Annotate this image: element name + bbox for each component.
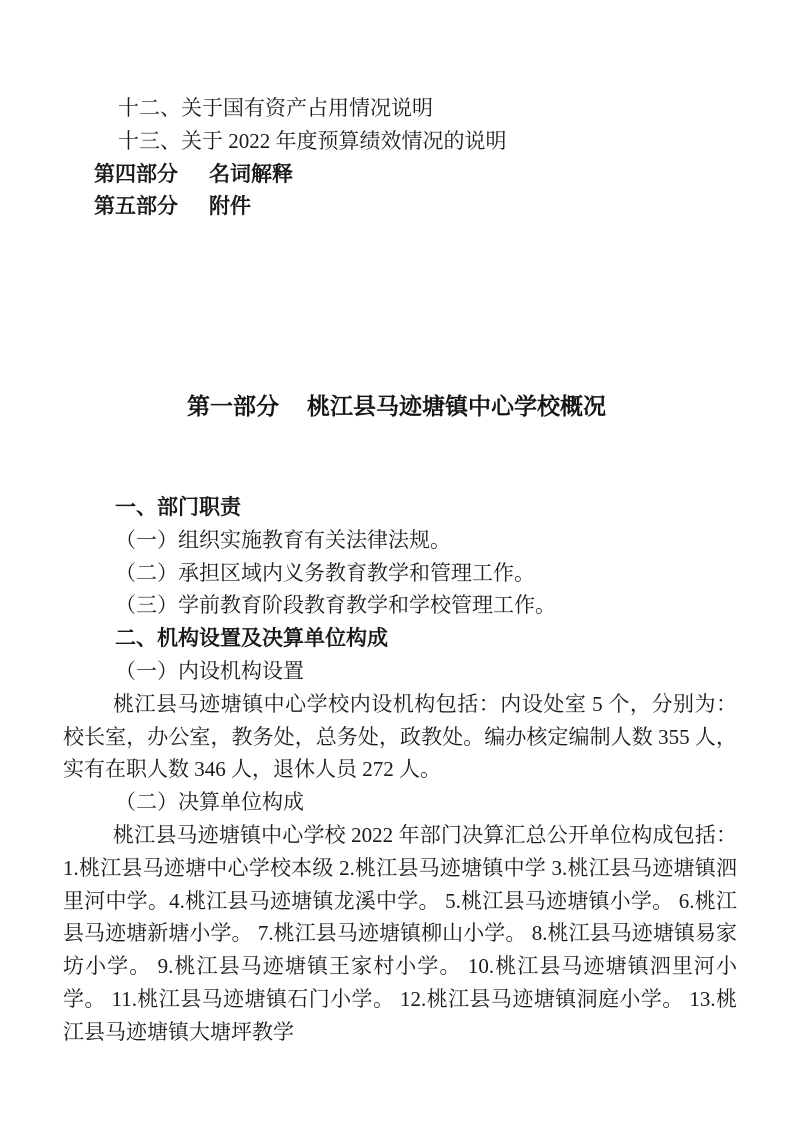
table-of-contents xyxy=(63,92,737,223)
toc-part4-label: 第四部分 xyxy=(94,161,178,186)
subheading-unit-composition: （二）决算单位构成 xyxy=(115,790,304,815)
heading-department-duties: 一、部门职责 xyxy=(115,495,241,519)
paragraph-unit-composition: 桃江县马迹塘镇中心学校 2022 年部门决算汇总公开单位构成包括：1.桃江县马迹塘中心学校本级 2.桃江县马迹塘镇中学 3.桃江县马迹塘镇泗里河中学。4.桃江县马迹塘镇龙溪中学。 5.桃江县马迹塘镇小学。 6.桃江县马迹塘新塘小学。 7.桃江县马迹塘镇柳山小学。 8.桃江县马迹塘镇易家坊小学。 9.桃江县马迹塘镇王家村小学。 10.桃江县马迹塘镇泗里河小学。 11.桃江县马迹塘镇石门小学。 12.桃江县马迹塘镇洞庭小学。 13.桃江县马迹塘镇大塘坪教学 xyxy=(63,822,737,1044)
paragraph-internal-orgs: 桃江县马迹塘镇中心学校内设机构包括：内设处室 5 个，分别为：校长室，办公室，教务处，总务处，政教处。编办核定编制人数 355 人，实有在职人数 346 人，退休人员 272 人。 xyxy=(63,691,737,782)
toc-item-13: 十三、关于 2022 年度预算绩效情况的说明 xyxy=(118,128,507,153)
toc-item-12: 十二、关于国有资产占用情况说明 xyxy=(118,96,433,120)
duty-item-1: （一）组织实施教育有关法律法规。 xyxy=(115,527,451,552)
duty-item-2: （二）承担区域内义务教育教学和管理工作。 xyxy=(115,560,535,585)
document-body xyxy=(63,491,737,1049)
subheading-internal-orgs: （一）内设机构设置 xyxy=(115,658,304,683)
part1-title-label: 第一部分 xyxy=(187,394,279,419)
toc-part5 xyxy=(63,190,737,223)
toc-part4 xyxy=(63,158,737,191)
toc-part4-title: 名词解释 xyxy=(209,161,293,186)
toc-part5-title: 附件 xyxy=(209,194,251,219)
part1-title xyxy=(0,390,793,424)
duty-item-3: （三）学前教育阶段教育教学和学校管理工作。 xyxy=(115,593,556,618)
part1-title-text: 桃江县马迹塘镇中心学校概况 xyxy=(307,394,606,419)
toc-part5-label: 第五部分 xyxy=(94,194,178,219)
heading-org-structure: 二、机构设置及决算单位构成 xyxy=(115,626,388,651)
